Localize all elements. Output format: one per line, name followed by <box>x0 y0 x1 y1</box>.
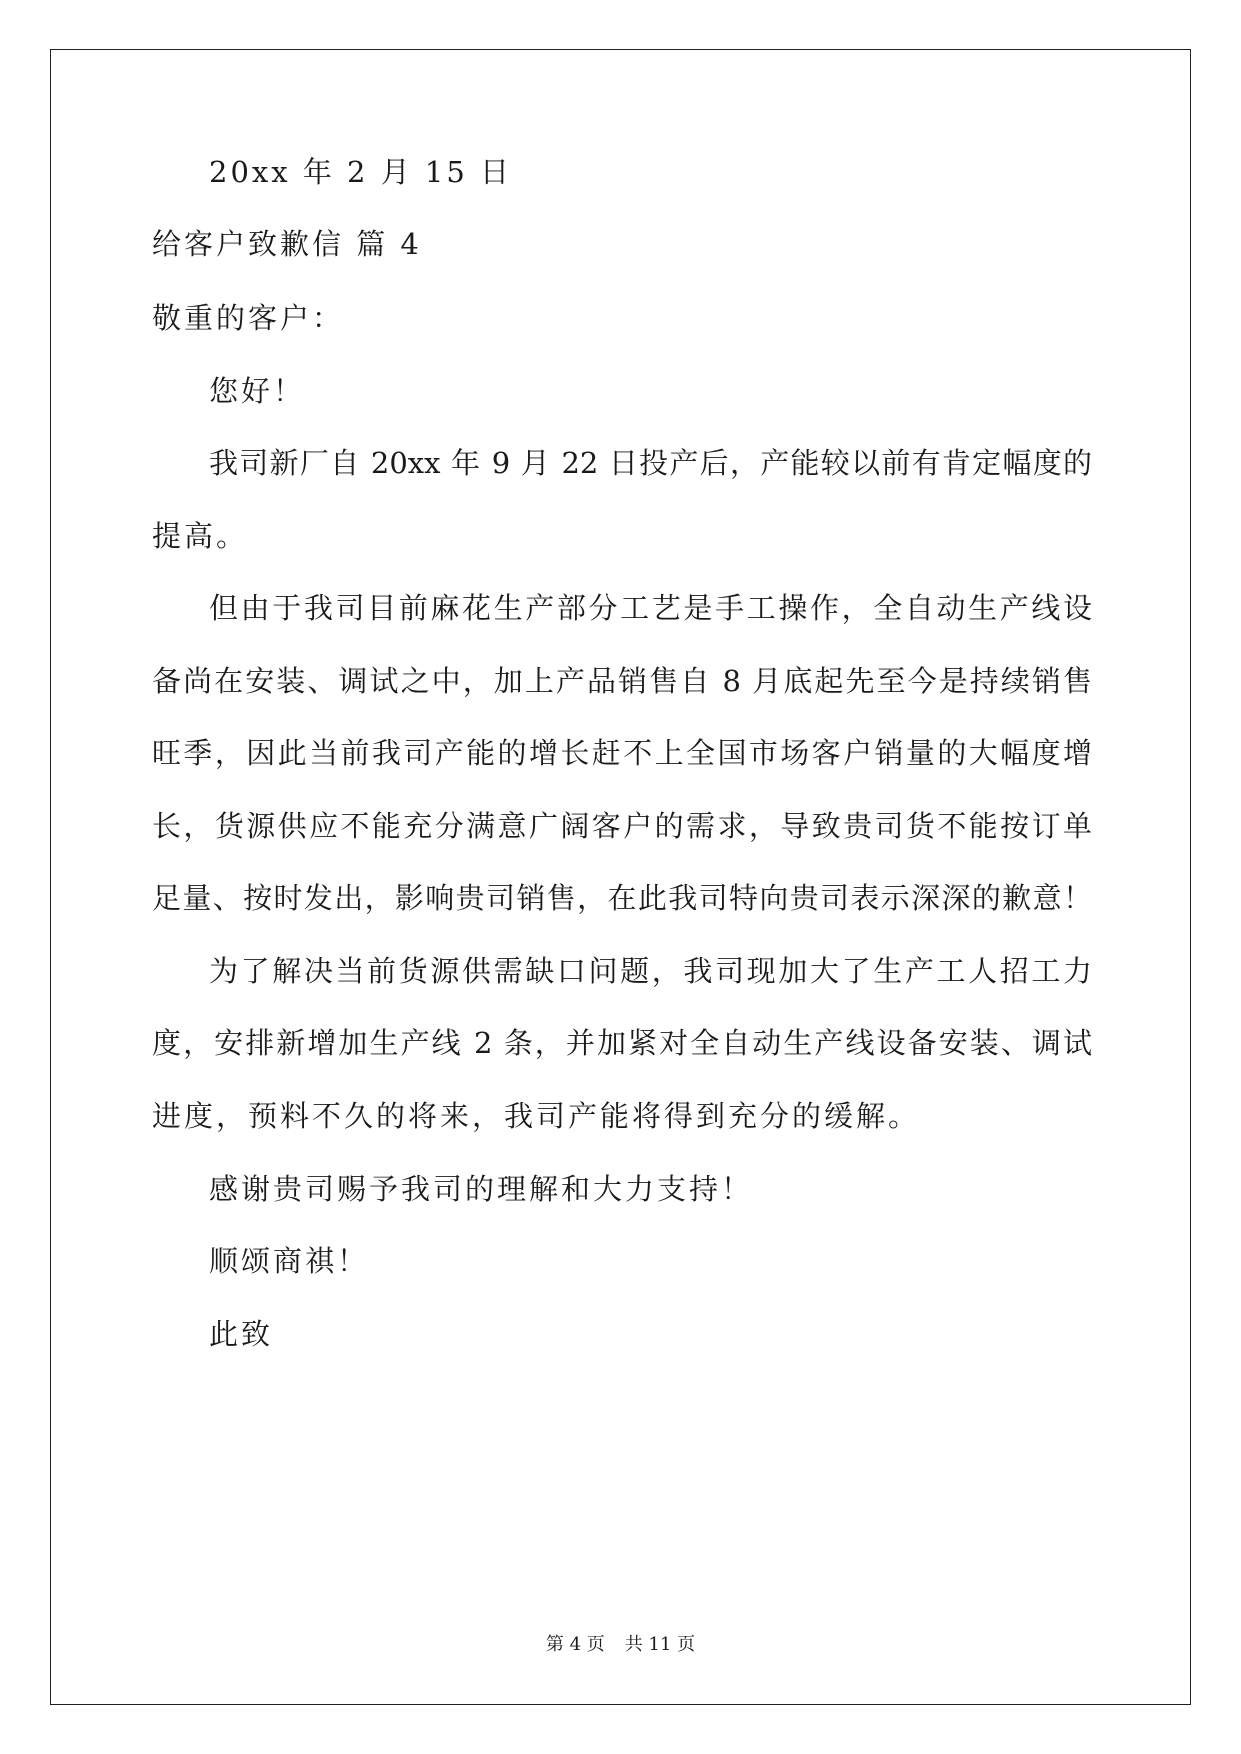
greeting: 您好！ <box>209 374 306 408</box>
closing: 此致 <box>209 1317 274 1351</box>
date-line: 20xx 年 2 月 15 日 <box>209 155 513 189</box>
paragraph-2-line-4: 长，货源供应不能充分满意广阔客户的需求，导致贵司货不能按订单 <box>152 809 1092 843</box>
paragraph-3-line-2: 度，安排新增加生产线 2 条，并加紧对全自动生产线设备安装、调试 <box>152 1026 1092 1060</box>
page-footer <box>0 1633 1241 1657</box>
paragraph-1-line-1: 我司新厂自 20xx 年 9 月 22 日投产后，产能较以前有肯定幅度的 <box>209 446 1092 480</box>
paragraph-2-line-5: 足量、按时发出，影响贵司销售，在此我司特向贵司表示深深的歉意！ <box>152 881 1092 915</box>
thanks-line: 感谢贵司赐予我司的理解和大力支持！ <box>209 1172 754 1206</box>
paragraph-2-line-1: 但由于我司目前麻花生产部分工艺是手工操作，全自动生产线设 <box>209 591 1092 625</box>
closing-wish: 顺颂商祺！ <box>209 1244 370 1278</box>
paragraph-2-line-2: 备尚在安装、调试之中，加上产品销售自 8 月底起先至今是持续销售 <box>152 664 1092 698</box>
paragraph-3-line-3: 进度，预料不久的将来，我司产能将得到充分的缓解。 <box>152 1099 921 1133</box>
paragraph-1-line-2: 提高。 <box>152 519 249 553</box>
letter-title: 给客户致歉信 篇 4 <box>152 227 422 261</box>
salutation: 敬重的客户： <box>152 301 345 335</box>
paragraph-3-line-1: 为了解决当前货源供需缺口问题，我司现加大了生产工人招工力 <box>209 954 1092 988</box>
page-number: 第 4 页 <box>545 1634 605 1655</box>
paragraph-2-line-3: 旺季，因此当前我司产能的增长赶不上全国市场客户销量的大幅度增 <box>152 736 1092 770</box>
page-total: 共 11 页 <box>624 1634 696 1655</box>
